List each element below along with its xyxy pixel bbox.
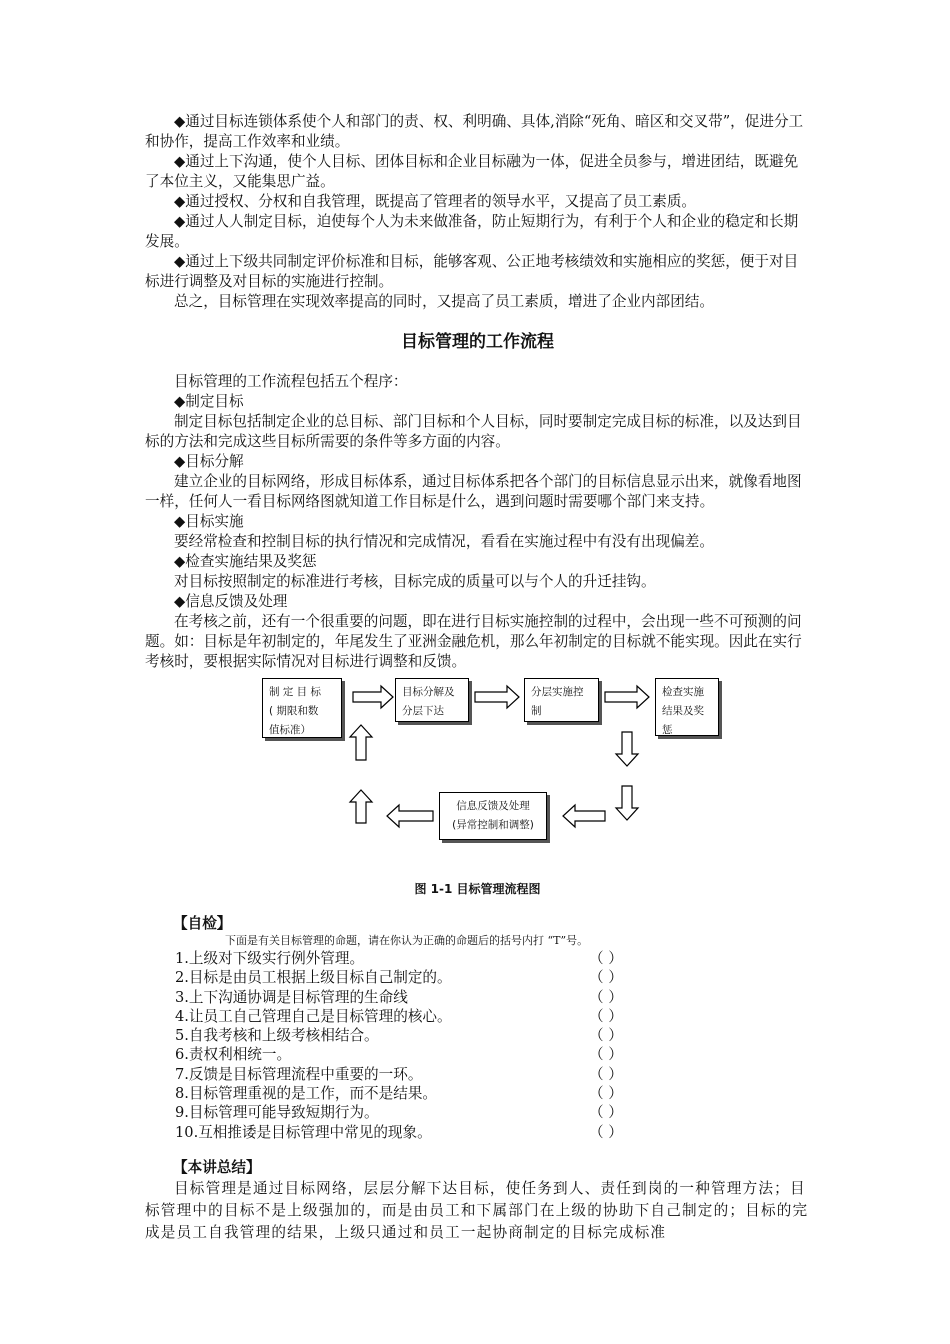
answer-blank[interactable]: （ ） <box>589 1007 623 1025</box>
summary-text: 目标管理是通过目标网络，层层分解下达目标，使任务到人、责任到岗的一种管理方法；目标管理中的目标不是上级强加的，而是由员工和下属部门在上级的协助下自己制定的；目标的完成是员工自我管理的结果，上级只通过和员工一起协商制定的目标完成标准 <box>145 1179 809 1241</box>
quiz-item-text: 7.反馈是目标管理流程中重要的一环。 <box>175 1065 423 1083</box>
quiz-item <box>175 968 810 987</box>
answer-blank[interactable]: （ ） <box>589 950 623 967</box>
flow-box-text: 信息反馈及处理 <box>456 800 530 812</box>
quiz-title: 【自检】 <box>173 915 232 932</box>
quiz-item-text: 10.互相推诿是目标管理中常见的现象。 <box>175 1123 432 1141</box>
flow-box-text: 检查实施 <box>662 686 704 698</box>
section-title: 目标管理的工作流程 <box>401 332 554 352</box>
arrow-right-icon <box>605 686 649 708</box>
arrow-down-icon <box>616 732 638 766</box>
flow-box-review <box>655 678 719 736</box>
quiz-list <box>145 949 810 1142</box>
flow-box-text: 值标准） <box>269 724 311 736</box>
quiz-item <box>175 1123 810 1142</box>
quiz-item-text: 3.上下沟通协调是目标管理的生命线 <box>175 988 408 1006</box>
process-paragraph: 制定目标包括制定企业的总目标、部门目标和个人目标，同时要制定完成目标的标准，以及达到目标的方法和完成这些目标所需要的条件等多方面的内容。 <box>145 413 802 450</box>
flow-box-text: 惩 <box>662 724 673 736</box>
process-heading: ◆检查实施结果及奖惩 <box>174 553 317 570</box>
arrow-right-icon <box>353 686 393 708</box>
process-heading: ◆制定目标 <box>174 393 244 410</box>
answer-blank[interactable]: （ ） <box>589 969 623 987</box>
flow-box-text: 制 定 目 标 <box>269 686 322 698</box>
flow-box-text: (异常控制和调整) <box>452 819 534 831</box>
arrow-up-icon <box>350 790 372 823</box>
intro-paragraph: ◆通过授权、分权和自我管理，既提高了管理者的领导水平，又提高了员工素质。 <box>174 193 697 210</box>
answer-blank[interactable]: （ ） <box>589 1027 623 1045</box>
flow-box-text: 分层实施控 <box>531 686 584 698</box>
quiz-item-text: 1.上级对下级实行例外管理。 <box>175 950 365 967</box>
quiz-item-text: 5.自我考核和上级考核相结合。 <box>175 1027 379 1045</box>
flow-box-text: 分层下达 <box>402 705 444 717</box>
flow-box-text: 结果及奖 <box>662 705 704 717</box>
answer-blank[interactable]: （ ） <box>589 988 623 1006</box>
intro-paragraph: ◆通过上下沟通，使个人目标、团体目标和企业目标融为一体，促进全员参与，增进团结，既避免了本位主义，又能集思广益。 <box>145 153 799 190</box>
intro-paragraph: ◆通过上下级共同制定评价标准和目标，能够客观、公正地考核绩效和实施相应的奖惩，便于对目标进行调整及对目标的实施进行控制。 <box>145 253 799 290</box>
quiz-item-text: 9.目标管理可能导致短期行为。 <box>175 1104 379 1122</box>
process-heading: ◆目标分解 <box>174 453 244 470</box>
quiz-item <box>175 1103 810 1122</box>
quiz-item-text: 6.责权利相统一。 <box>175 1046 292 1064</box>
answer-blank[interactable]: （ ） <box>589 1046 623 1064</box>
quiz-item <box>175 1007 810 1026</box>
process-heading: ◆目标实施 <box>174 513 244 530</box>
intro-section <box>145 112 810 312</box>
flow-box-text: 目标分解及 <box>402 686 455 698</box>
quiz-item <box>175 1084 810 1103</box>
quiz-item-text: 4.让员工自己管理自己是目标管理的核心。 <box>175 1007 452 1025</box>
intro-paragraph: 总之，目标管理在实现效率提高的同时，又提高了员工素质，增进了企业内部团结。 <box>174 293 714 310</box>
answer-blank[interactable]: （ ） <box>589 1104 623 1122</box>
flow-box-text: 制 <box>531 705 542 717</box>
process-heading: ◆信息反馈及处理 <box>174 593 288 610</box>
figure-caption: 图 1-1 目标管理流程图 <box>414 882 541 896</box>
intro-paragraph: ◆通过人人制定目标，迫使每个人为未来做准备，防止短期行为，有利于个人和企业的稳定和长期发展。 <box>145 213 799 250</box>
process-paragraph: 目标管理的工作流程包括五个程序： <box>174 373 408 390</box>
document-page <box>145 112 810 1244</box>
process-paragraph: 对目标按照制定的标准进行考核，目标完成的质量可以与个人的升迁挂钩。 <box>174 573 656 590</box>
process-paragraph: 要经常检查和控制目标的执行情况和完成情况，看看在实施过程中有没有出现偏差。 <box>174 533 714 550</box>
flow-box-text: ( 期限和数 <box>269 705 319 717</box>
intro-paragraph: ◆通过目标连锁体系使个人和部门的责、权、利明确、具体,消除“死角、暗区和交叉带”，促进分工和协作，提高工作效率和业绩。 <box>145 113 804 150</box>
quiz-intro: 下面是有关目标管理的命题，请在你认为正确的命题后的括号内打 “T”号。 <box>225 934 589 947</box>
flow-box-feedback <box>439 792 547 840</box>
arrow-up-icon <box>350 725 372 760</box>
quiz-item <box>175 1045 810 1064</box>
flow-box-decompose <box>395 678 469 722</box>
process-paragraph: 在考核之前，还有一个很重要的问题，即在进行目标实施控制的过程中，会出现一些不可预测的问题。如：目标是年初制定的，年尾发生了亚洲金融危机，那么年初制定的目标就不能实现。因此在实行考核时，要根据实际情况对目标进行调整和反馈。 <box>145 613 802 670</box>
quiz-item <box>175 1065 810 1084</box>
arrow-left-icon <box>563 805 605 827</box>
quiz-item <box>175 1026 810 1045</box>
quiz-item-text: 8.目标管理重视的是工作，而不是结果。 <box>175 1085 438 1103</box>
quiz-item <box>175 949 810 968</box>
flow-box-set-goals <box>262 678 342 738</box>
arrow-left-icon <box>387 805 433 827</box>
quiz-item <box>175 988 810 1007</box>
answer-blank[interactable]: （ ） <box>589 1065 623 1083</box>
quiz-item-text: 2.目标是由员工根据上级目标自己制定的。 <box>175 969 452 987</box>
process-section <box>145 372 810 672</box>
answer-blank[interactable]: （ ） <box>589 1085 623 1103</box>
summary-title: 【本讲总结】 <box>173 1158 261 1176</box>
arrow-down-icon <box>616 786 638 820</box>
answer-blank[interactable]: （ ） <box>589 1123 623 1141</box>
flow-box-implement <box>524 678 599 722</box>
arrow-right-icon <box>475 686 519 708</box>
flowchart <box>145 678 810 878</box>
process-paragraph: 建立企业的目标网络，形成目标体系，通过目标体系把各个部门的目标信息显示出来，就像看地图一样，任何人一看目标网络图就知道工作目标是什么，遇到问题时需要哪个部门来支持。 <box>145 473 802 510</box>
